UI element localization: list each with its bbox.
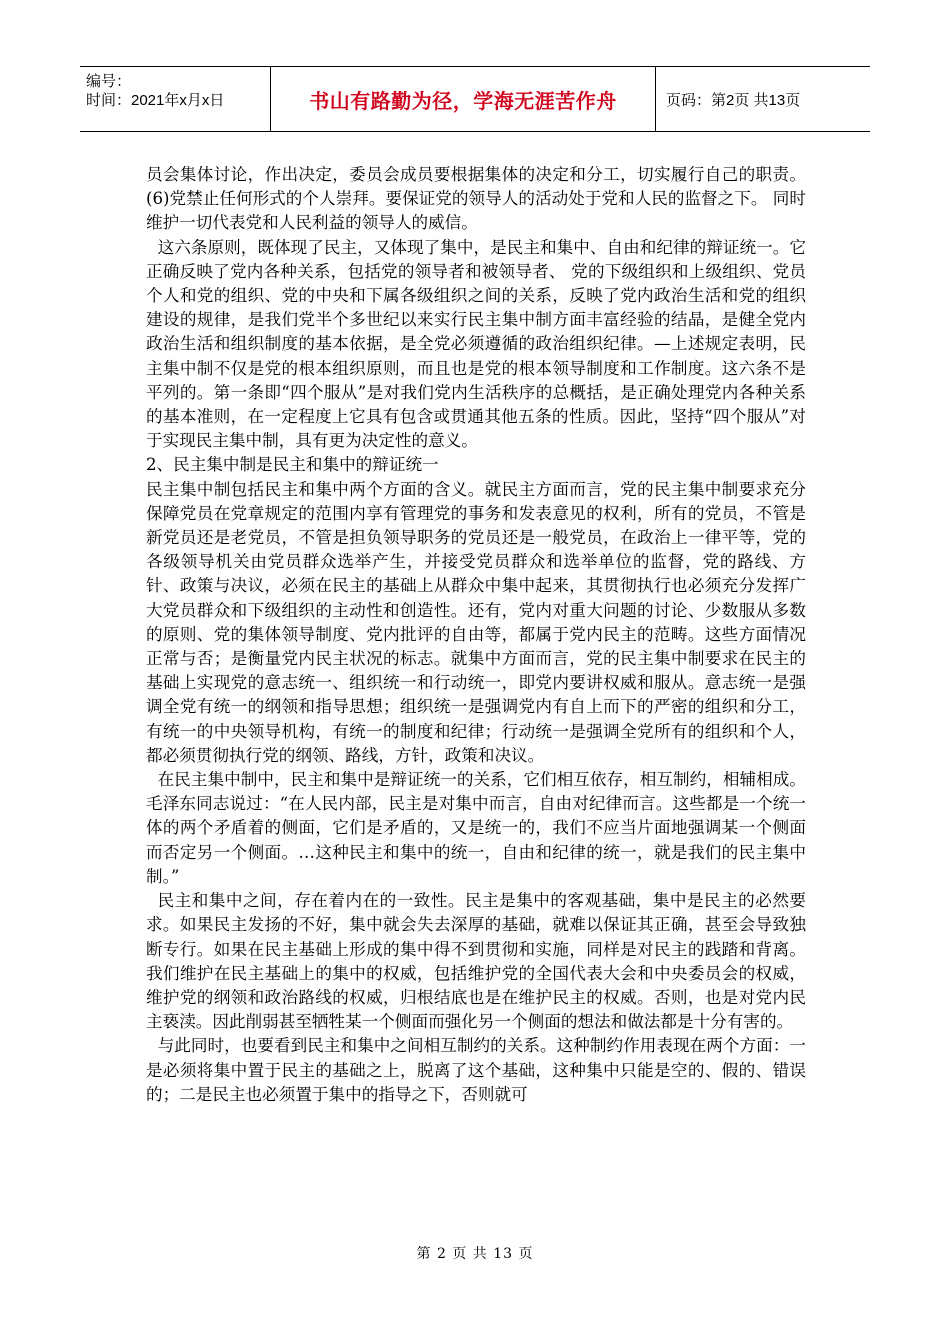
header-meta	[86, 72, 224, 110]
page-header	[80, 66, 870, 132]
time-label: 时间：2021年x月x日	[86, 92, 225, 109]
page-footer: 第 2 页 共 13 页	[416, 1246, 534, 1262]
header-divider-right	[655, 66, 656, 132]
number-label: 编号：	[86, 73, 132, 90]
paragraph-continuation: 员会集体讨论，作出决定，委员会成员要根据集体的决定和分工，切实履行自己的职责。(6)党禁止任何形式的个人崇拜。要保证党的领导人的活动处于党和人民的监督之下。 同时维护一切代表党和人民利益的领导人的威信。	[146, 165, 806, 233]
paragraph: 民主和集中之间，存在着内在的一致性。民主是集中的客观基础，集中是民主的必然要求。如果民主发扬的不好，集中就会失去深厚的基础，就难以保证其正确，甚至会导致独断专行。如果在民主基础上形成的集中得不到贯彻和实施，同样是对民主的践踏和背离。我们维护在民主基础上的集中的权威，包括维护党的全国代表大会和中央委员会的权威，维护党的纲领和政治路线的权威，归根结底也是在维护民主的权威。否则，也是对党内民主亵渎。因此削弱甚至牺牲某一个侧面而强化另一个侧面的想法和做法都是十分有害的。	[146, 891, 806, 1032]
header-page-info: 页码：第2页 共13页	[666, 91, 801, 109]
section-heading: 2、民主集中制是民主和集中的辩证统一	[146, 455, 439, 475]
document-body	[146, 163, 806, 1107]
header-motto: 书山有路勤为径，学海无涯苦作舟	[309, 88, 617, 113]
paragraph: 在民主集中制中，民主和集中是辩证统一的关系，它们相互依存，相互制约，相辅相成。毛泽东同志说过：“在人民内部，民主是对集中而言，自由对纪律而言。这些都是一个统一体的两个矛盾着的侧面，它们是矛盾的，又是统一的，我们不应当片面地强调某一个侧面而否定另一个侧面。…这种民主和集中的统一，自由和纪律的统一，就是我们的民主集中制。”	[146, 770, 806, 886]
paragraph: 与此同时，也要看到民主和集中之间相互制约的关系。这种制约作用表现在两个方面：一是必须将集中置于民主的基础之上，脱离了这个基础，这种集中只能是空的、假的、错误的；二是民主也必须置于集中的指导之下，否则就可	[146, 1036, 806, 1104]
paragraph: 民主集中制包括民主和集中两个方面的含义。就民主方面而言，党的民主集中制要求充分保障党员在党章规定的范围内享有管理党的事务和发表意见的权利，所有的党员，不管是新党员还是老党员，不管是担负领导职务的党员还是一般党员，在政治上一律平等，党的各级领导机关由党员群众选举产生，并接受党员群众和选举单位的监督，党的路线、方针、政策与决议，必须在民主的基础上从群众中集中起来，其贯彻执行也必须充分发挥广大党员群众和下级组织的主动性和创造性。还有，党内对重大问题的讨论、少数服从多数的原则、党的集体领导制度、党内批评的自由等，都属于党内民主的范畴。这些方面情况正常与否；是衡量党内民主状况的标志。就集中方面而言，党的民主集中制要求在民主的基础上实现党的意志统一、组织统一和行动统一，即党内要讲权威和服从。意志统一是强调全党有统一的纲领和指导思想；组织统一是强调党内有自上而下的严密的组织和分工，有统一的中央领导机构，有统一的制度和纪律；行动统一是强调全党所有的组织和个人，都必须贯彻执行党的纲领、路线，方针，政策和决议。	[146, 479, 806, 765]
paragraph: 这六条原则，既体现了民主，又体现了集中，是民主和集中、自由和纪律的辩证统一。它正确反映了党内各种关系，包括党的领导者和被领导者、 党的下级组织和上级组织、党员个人和党的组织、党的中央和下属各级组织之间的关系，反映了党内政治生活和党的组织建设的规律，是我们党半个多世纪以来实行民主集中制方面丰富经验的结晶，是健全党内政治生活和组织制度的基本依据，是全党必须遵循的政治组织纪律。—上述规定表明，民主集中制不仅是党的根本组织原则，而且也是党的根本领导制度和工作制度。这六条不是平列的。第一条即“四个服从”是对我们党内生活秩序的总概括，是正确处理党内各种关系的基本准则，在一定程度上它具有包含或贯通其他五条的性质。因此，坚持“四个服从”对于实现民主集中制，具有更为决定性的意义。	[146, 237, 806, 451]
